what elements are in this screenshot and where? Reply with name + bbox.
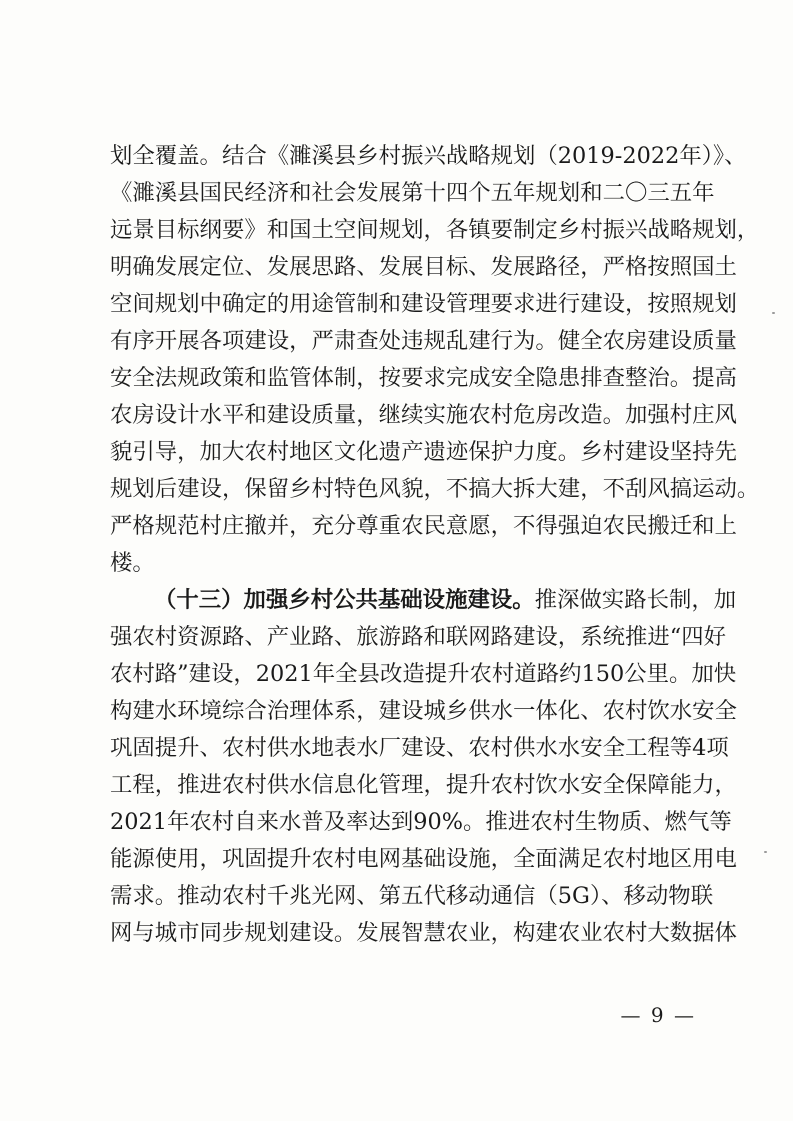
text-line: 划全覆盖。结合《濉溪县乡村振兴战略规划（2019-2022年）》、 [110, 143, 747, 169]
text-line: 严格规范村庄撤并，充分尊重农民意愿，不得强迫农民搬迁和上 [110, 513, 737, 539]
text-line: 构建水环境综合治理体系，建设城乡供水一体化、农村饮水安全 [110, 698, 737, 724]
text-line: 规划后建设，保留乡村特色风貌，不搞大拆大建，不刮风搞运动。 [110, 476, 760, 502]
text-line: 2021年农村自来水普及率达到90%。推进农村生物质、燃气等 [110, 809, 732, 835]
text-line: 明确发展定位、发展思路、发展目标、发展路径，严格按照国土 [110, 254, 737, 280]
text-line: 巩固提升、农村供水地表水厂建设、农村供水水安全工程等4项 [110, 735, 729, 761]
text-line: 农村路”建设，2021年全县改造提升农村道路约150公里。加快 [110, 661, 737, 687]
text-line: 能源使用，巩固提升农村电网基础设施，全面满足农村地区用电 [110, 846, 737, 872]
text-line: 貌引导，加大农村地区文化遗产遗迹保护力度。乡村建设坚持先 [110, 439, 737, 465]
section-heading: （十三）加强乡村公共基础设施建设。 [154, 587, 535, 613]
text-line: 楼。 [110, 550, 155, 576]
text-line: 强农村资源路、产业路、旅游路和联网路建设，系统推进“四好 [110, 624, 726, 650]
page-number: — 9 — [620, 1003, 696, 1027]
text-line: 需求。推动农村千兆光网、第五代移动通信（5G）、移动物联 [110, 883, 714, 909]
text-line: 工程，推进农村供水信息化管理，提升农村饮水安全保障能力， [110, 772, 737, 798]
text-line: 远景目标纲要》和国土空间规划，各镇要制定乡村振兴战略规划， [110, 217, 760, 243]
text-line: 《濉溪县国民经济和社会发展第十四个五年规划和二〇三五年 [110, 180, 715, 206]
text-line: 网与城市同步规划建设。发展智慧农业，构建农业农村大数据体 [110, 920, 737, 946]
text-line: 农房设计水平和建设质量，继续实施农村危房改造。加强村庄风 [110, 402, 737, 428]
scan-speck [764, 851, 767, 853]
text-line-with-heading [110, 582, 737, 619]
paragraph-public-infrastructure [110, 582, 737, 952]
text-line: 有序开展各项建设，严肃查处违规乱建行为。健全农房建设质量 [110, 328, 737, 354]
body-text [110, 138, 760, 952]
text-run: 推深做实路长制，加 [534, 587, 737, 613]
paragraph-village-planning [110, 138, 760, 582]
scan-speck [772, 312, 775, 314]
text-line: 空间规划中确定的用途管制和建设管理要求进行建设，按照规划 [110, 291, 737, 317]
text-line: 安全法规政策和监管体制，按要求完成安全隐患排查整治。提高 [110, 365, 737, 391]
